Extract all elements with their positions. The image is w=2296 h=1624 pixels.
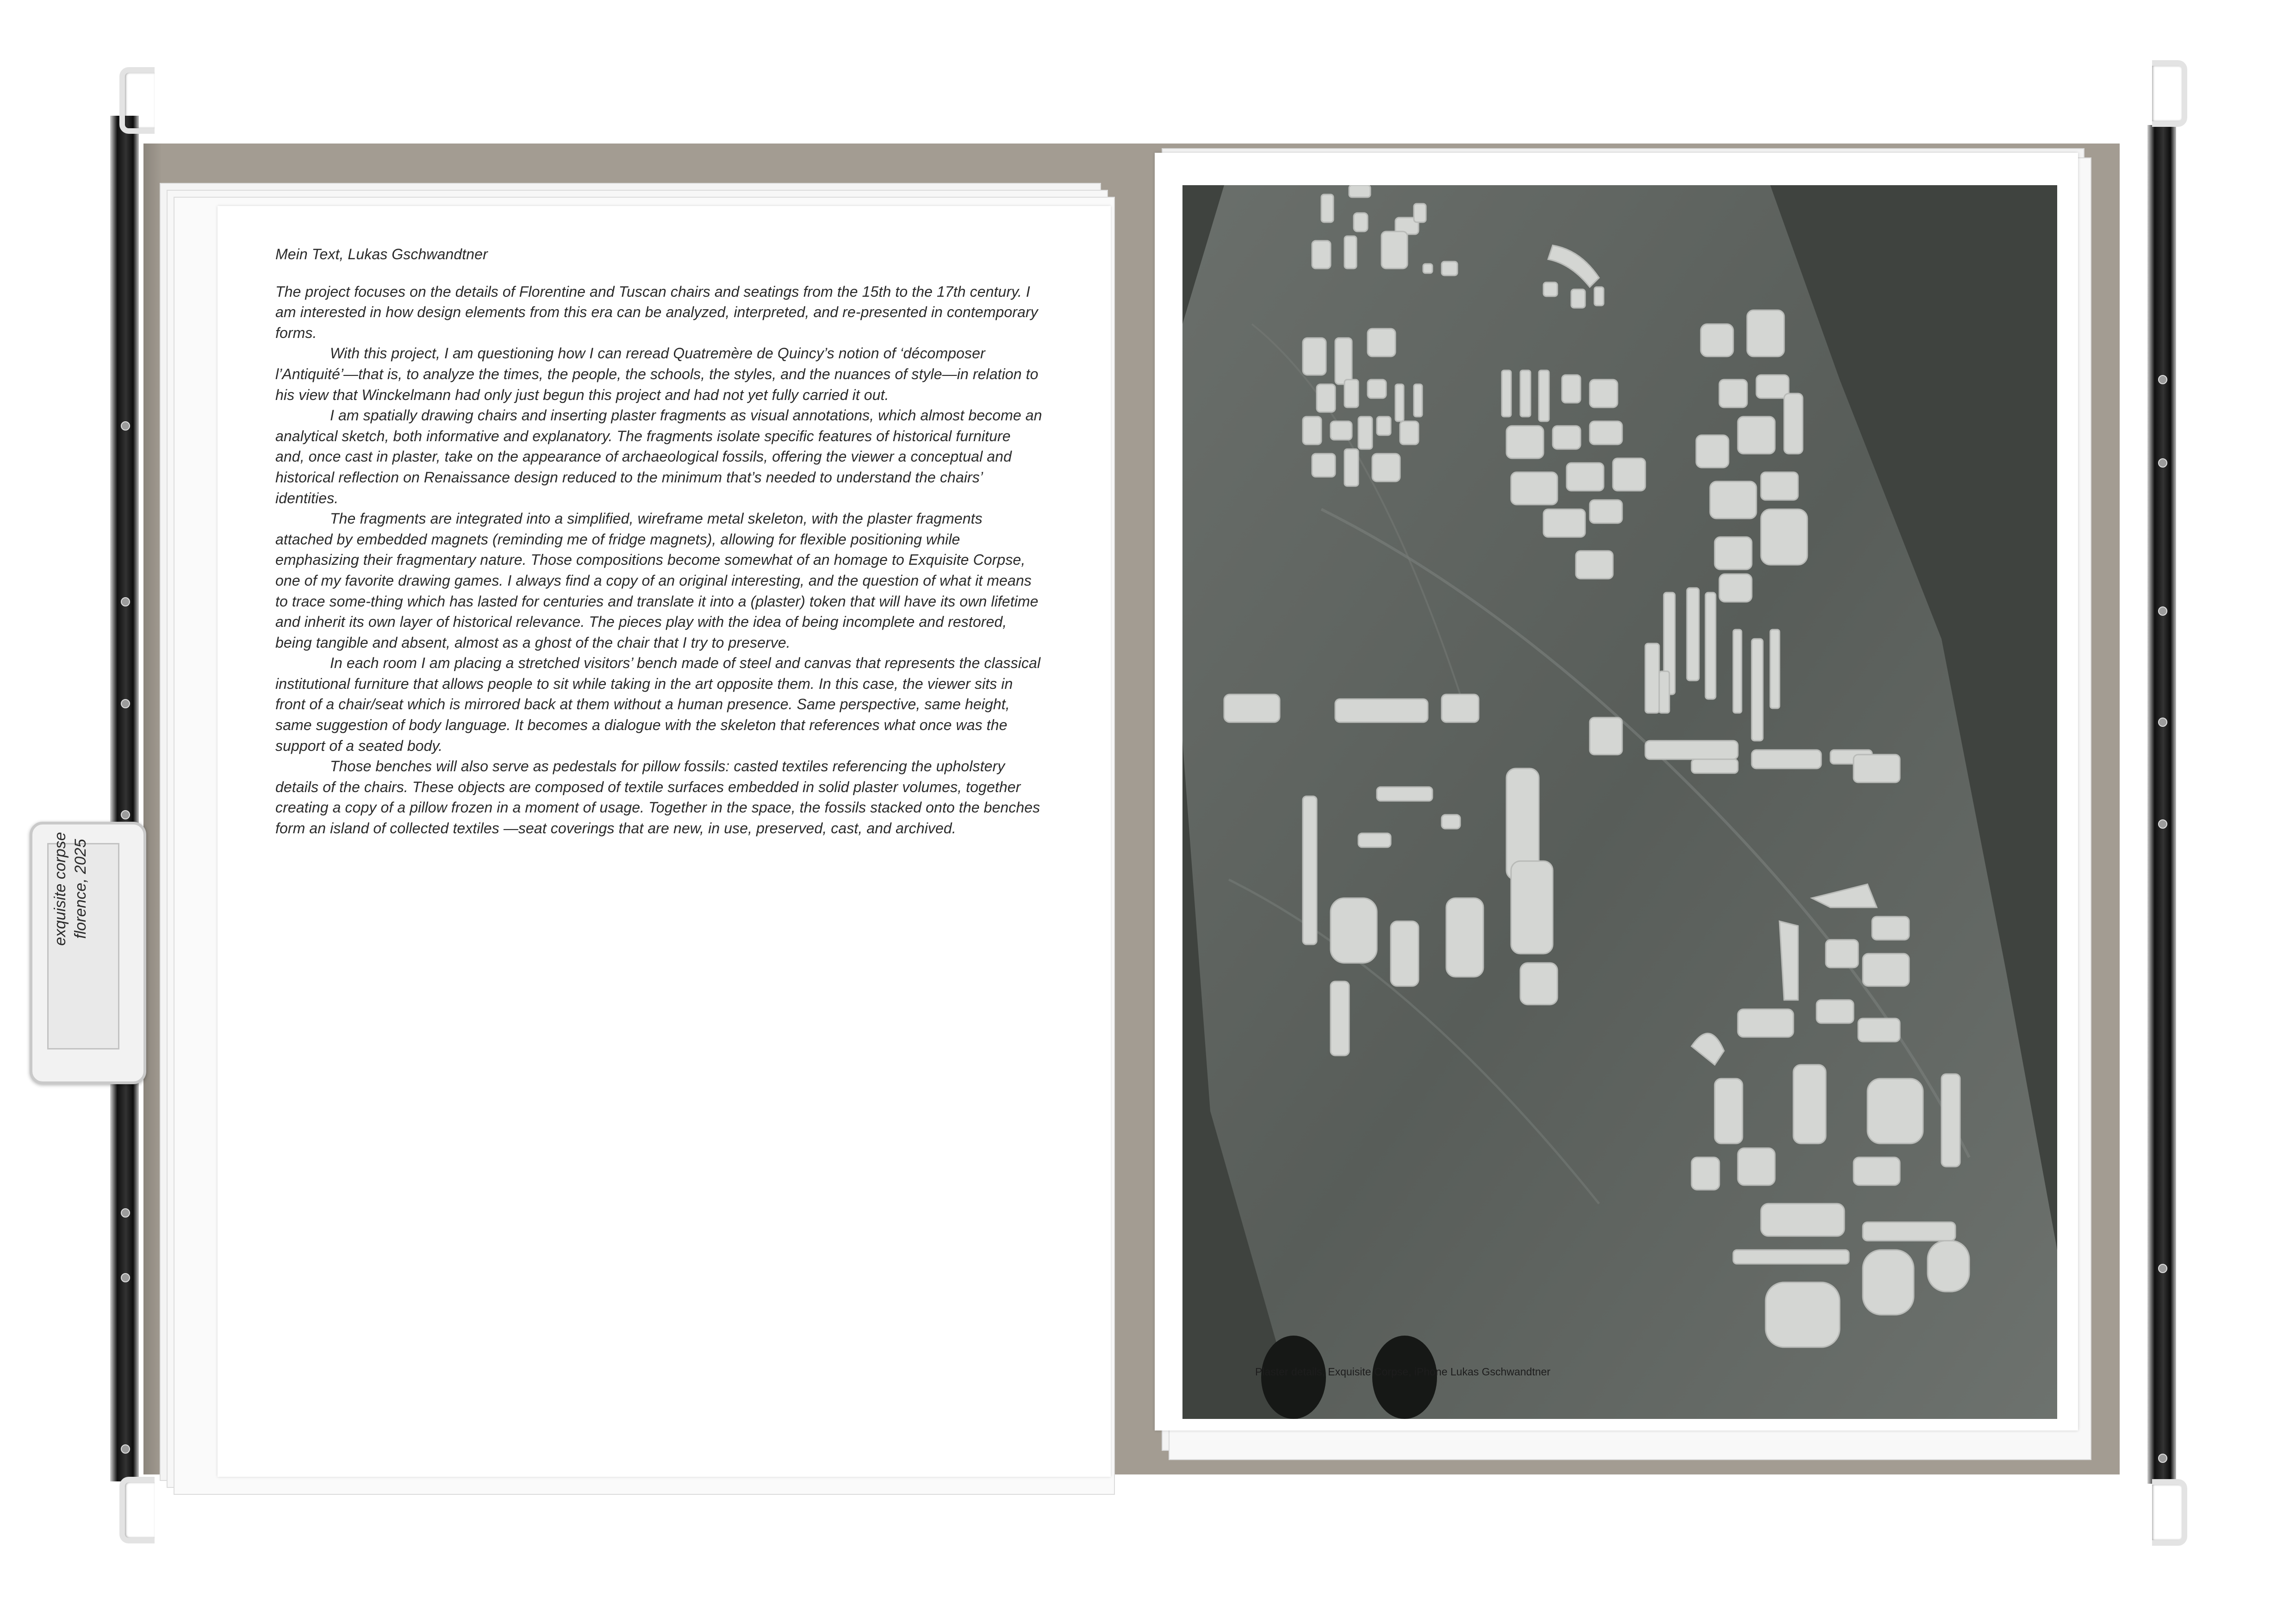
rail-rivet	[121, 1208, 130, 1218]
paragraph: The fragments are integrated into a simplified, wireframe metal skeleton, with the plaster fragments attached by embedded magnets (reminding me of fridge magnets), allowing for flexible positioning while emphasizing their fragmentary nature. Those compositions become somewhat of an homage to Exquisite Corpse, one of my favorite drawing games. I always find a copy of an original interesting, and the question of what it means to trace some-thing which has lasted for centuries and translate it into a (plaster) token that will have its own lifetime and inherit its own layer of historical relevance. The pieces play with the idea of being incomplete and restored, being tangible and absent, almost as a ghost of the chair that I try to preserve.	[275, 510, 1039, 651]
rail-rivet	[2158, 819, 2167, 829]
rail-rivet	[121, 810, 130, 819]
label-line-1: exquisite corpse	[51, 832, 69, 946]
rail-rivet	[121, 699, 130, 708]
left-binder-rail	[110, 116, 139, 1481]
left-bottom-hook	[119, 1477, 155, 1543]
rail-rivet	[2158, 375, 2167, 384]
photo-caption: Plaster details, Exquisite Corpse, iPhone Lukas Gschwandtner	[1255, 1366, 1550, 1378]
right-binder-rail	[2147, 125, 2176, 1484]
label-line-2: florence, 2025	[72, 839, 89, 939]
label-text	[50, 787, 91, 991]
paragraph: With this project, I am questioning how I can reread Quatremère de Quincy’s notion of ‘décomposer l’Antiquité’—that is, to analyze the times, the people, the schools, the styles, and the nuances of style—in relation to his view that Winckelmann had only just begun this project and had not yet fully carried it out.	[275, 345, 1039, 403]
paragraph: In each room I am placing a stretched visitors’ bench made of steel and canvas that represents the classical institutional furniture that allows people to sit while taking in the art opposite them. In this case, the viewer sits in front of a chair/seat which is mirrored back at them without a human presence. Same perspective, same height, same suggestion of body language. It becomes a dialogue with the skeleton that references what once was the support of a seated body.	[275, 655, 1041, 754]
rail-rivet	[2158, 718, 2167, 727]
paragraph: The project focuses on the details of Florentine and Tuscan chairs and seatings from the 15th to the 17th century. I am interested in how design elements from this era can be analyzed, interpreted, and re-presented in contemporary forms.	[275, 283, 1038, 341]
page-title: Mein Text, Lukas Gschwandtner	[275, 246, 488, 262]
rail-rivet	[2158, 458, 2167, 468]
plaster-fragments-photo	[1182, 185, 2057, 1419]
text-page	[218, 206, 1111, 1477]
left-top-hook	[119, 67, 155, 134]
rail-rivet	[2158, 606, 2167, 616]
right-bottom-hook	[2152, 1479, 2187, 1546]
paragraph: Those benches will also serve as pedestals for pillow fossils: casted textiles referencing the upholstery details of the chairs. These objects are composed of textile surfaces embedded in solid plaster volumes, together creating a copy of a pillow frozen in a moment of usage. Together in the space, the fossils stacked onto the benches form an island of collected textiles —seat coverings that are new, in use, preserved, cast, and archived.	[275, 758, 1040, 837]
folder-fold-shadow	[143, 144, 162, 1474]
paragraph: I am spatially drawing chairs and inserting plaster fragments as visual annotations, which almost become an analytical sketch, both informative and explanatory. The fragments isolate specific features of historical furniture and, once cast in plaster, take on the appearance of archaeological fossils, offering the viewer a conceptual and historical reflection on Renaissance design reduced to the minimum that’s needed to understand the chairs’ identities.	[275, 407, 1042, 506]
text-body	[275, 244, 1044, 839]
rail-rivet	[121, 1444, 130, 1454]
right-top-hook	[2152, 60, 2187, 127]
rail-rivet	[2158, 1264, 2167, 1273]
rail-rivet	[121, 597, 130, 606]
photo-illustration	[1182, 185, 2057, 1419]
rail-rivet	[121, 421, 130, 431]
rail-rivet	[2158, 1454, 2167, 1463]
rail-rivet	[121, 1273, 130, 1282]
